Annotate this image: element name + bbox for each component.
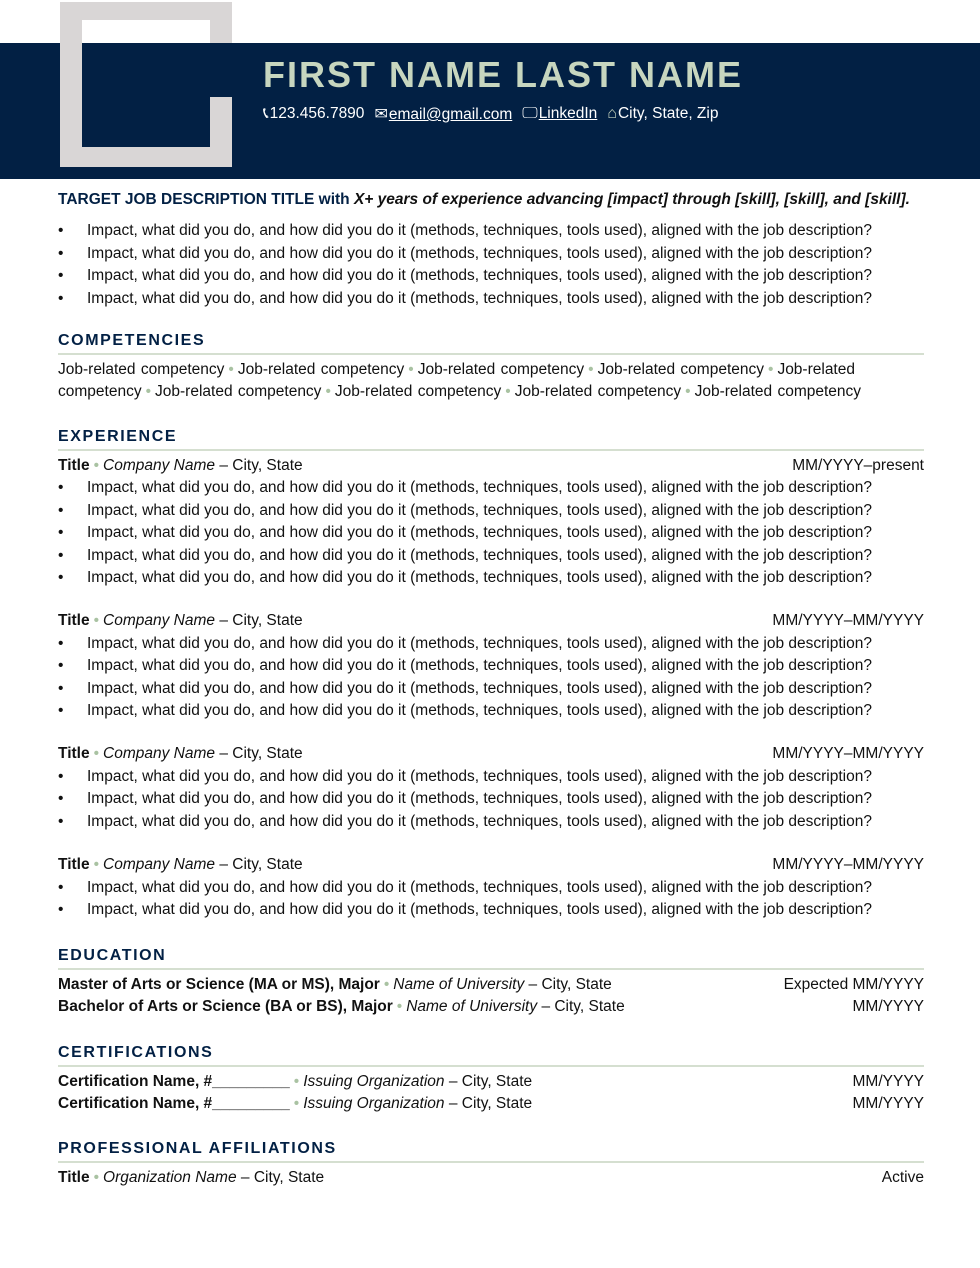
bullet-item: • Impact, what did you do, and how did you do it (methods, techniques, tools used), aligned with the job description? [58, 877, 924, 899]
competency: Job-related competency [597, 361, 764, 378]
affiliation-title: Title [58, 1169, 90, 1186]
competency: Job-related competency [237, 361, 405, 378]
bullet-separator: • [685, 383, 691, 401]
phone-icon: 📞︎ [263, 105, 269, 122]
section-heading: EDUCATION [58, 946, 924, 970]
bullet-separator: • [396, 998, 403, 1016]
school: Name of University [406, 998, 538, 1016]
job-entry [58, 455, 924, 589]
entry-row [58, 743, 924, 765]
competency: Job-related competency [155, 383, 322, 401]
job-entry [58, 854, 924, 921]
entry-left [58, 743, 303, 765]
entry-row [58, 1071, 924, 1093]
competency-list [58, 359, 924, 404]
cert-org: Issuing Organization [303, 1073, 445, 1090]
job-dates: MM/YYYY–MM/YYYY [772, 612, 924, 630]
bullet-separator: • [768, 361, 774, 378]
competency: Job-related competency [694, 383, 862, 401]
section-heading: CERTIFICATIONS [58, 1043, 924, 1067]
bullet-separator: • [505, 383, 511, 401]
bullet-separator: • [383, 976, 390, 993]
bullet-item: • Impact, what did you do, and how did you do it (methods, techniques, tools used), aligned with the job description? [58, 788, 924, 810]
bullet-item: • Impact, what did you do, and how did you do it (methods, techniques, tools used), aligned with the job description? [58, 522, 924, 544]
home-icon: ⌂ [607, 105, 617, 122]
bullet-separator: • [408, 361, 414, 378]
bullet-separator: • [325, 383, 331, 401]
job-bullets [58, 633, 924, 723]
contact-info [263, 104, 718, 124]
bullet-item: • Impact, what did you do, and how did you do it (methods, techniques, tools used), aligned with the job description? [58, 545, 924, 567]
section-heading: PROFESSIONAL AFFILIATIONS [58, 1139, 924, 1163]
entry-row [58, 1093, 924, 1115]
job-title: Title [58, 745, 90, 763]
bullet-separator: • [145, 383, 152, 401]
bullet-item: • Impact, what did you do, and how did you do it (methods, techniques, tools used), aligned with the job description? [58, 899, 924, 921]
bullet-item: • Impact, what did you do, and how did you do it (methods, techniques, tools used), aligned with the job description? [58, 633, 924, 655]
job-entry [58, 743, 924, 833]
bullet-separator: • [93, 856, 100, 874]
entry-left [58, 1071, 532, 1093]
tagline: X+ years of experience advancing [impact] through [skill], [skill], and [skill]. [353, 191, 910, 208]
entry-row [58, 854, 924, 876]
job-title: Title [58, 612, 90, 630]
job-location: – City, State [219, 745, 303, 763]
competency: Job-related competency [514, 383, 682, 401]
bullet-item: • Impact, what did you do, and how did you do it (methods, techniques, tools used), aligned with the job description? [58, 700, 924, 722]
bullet-separator: • [293, 1095, 300, 1113]
candidate-name: FIRST NAME LAST NAME [263, 54, 743, 95]
section-heading: EXPERIENCE [58, 427, 924, 451]
monitor-icon: 🖵︎ [522, 105, 538, 122]
job-dates: MM/YYYY–MM/YYYY [772, 856, 924, 874]
entry-row [58, 996, 924, 1018]
summary [58, 189, 924, 310]
email-link[interactable]: email@gmail.com [388, 106, 513, 123]
organization-name: Organization Name [103, 1169, 237, 1186]
cert-name: Certification Name, #_________ [58, 1073, 290, 1090]
cert-name: Certification Name, #_________ [58, 1095, 290, 1113]
company-name: Company Name [103, 745, 216, 763]
entry-left [58, 974, 612, 996]
location: City, State, Zip [617, 105, 719, 122]
bullet-separator: • [588, 361, 594, 378]
company-name: Company Name [103, 856, 216, 874]
linkedin-link[interactable]: LinkedIn [538, 105, 598, 122]
experience-section [58, 427, 924, 942]
bullet-item: • Impact, what did you do, and how did you do it (methods, techniques, tools used), aligned with the job description? [58, 655, 924, 677]
entry-left [58, 610, 303, 632]
competency: Job-related competency [417, 361, 585, 378]
edu-date: MM/YYYY [852, 998, 924, 1016]
bullet-item: • Impact, what did you do, and how did you do it (methods, techniques, tools used), aligned with the job description? [58, 766, 924, 788]
cert-date: MM/YYYY [852, 1073, 924, 1090]
job-bullets [58, 766, 924, 833]
bullet-separator: • [93, 1169, 100, 1186]
bullet-item: • Impact, what did you do, and how did you do it (methods, techniques, tools used), aligned with the job description? [58, 678, 924, 700]
school-location: – City, State [528, 976, 612, 993]
cert-location: – City, State [448, 1073, 533, 1090]
org-location: – City, State [240, 1169, 325, 1186]
bullet-item: • Impact, what did you do, and how did you do it (methods, techniques, tools used), aligned with the job description? [58, 500, 924, 522]
bullet-separator: • [93, 612, 100, 630]
company-name: Company Name [103, 612, 216, 630]
entry-left [58, 854, 303, 876]
competencies-section [58, 331, 924, 404]
job-dates: MM/YYYY–present [792, 457, 924, 474]
bullet-item: • Impact, what did you do, and how did you do it (methods, techniques, tools used), aligned with the job description? [58, 243, 924, 265]
bullet-item: • Impact, what did you do, and how did you do it (methods, techniques, tools used), aligned with the job description? [58, 477, 924, 499]
school: Name of University [393, 976, 525, 993]
bullet-item: • Impact, what did you do, and how did you do it (methods, techniques, tools used), aligned with the job description? [58, 288, 924, 310]
edu-date: Expected MM/YYYY [783, 976, 924, 993]
job-title: Title [58, 856, 90, 874]
degree: Master of Arts or Science (MA or MS), Major [58, 976, 380, 993]
job-entry [58, 610, 924, 722]
certifications-section [58, 1043, 924, 1116]
entry-row [58, 455, 924, 477]
competency: Job-related competency [58, 361, 225, 378]
entry-row [58, 610, 924, 632]
competency: Job-related competency [58, 361, 855, 401]
job-location: – City, State [219, 856, 303, 874]
job-bullets [58, 877, 924, 922]
competency: Job-related competency [334, 383, 502, 401]
degree: Bachelor of Arts or Science (BA or BS), Major [58, 998, 393, 1016]
entry-left [58, 996, 625, 1018]
bullet-separator: • [293, 1073, 300, 1090]
bullet-item: • Impact, what did you do, and how did you do it (methods, techniques, tools used), aligned with the job description? [58, 811, 924, 833]
school-location: – City, State [541, 998, 625, 1016]
entry-left [58, 1093, 532, 1115]
entry-left [58, 455, 303, 477]
bullet-item: • Impact, what did you do, and how did you do it (methods, techniques, tools used), aligned with the job description? [58, 265, 924, 287]
cert-org: Issuing Organization [303, 1095, 445, 1113]
cert-date: MM/YYYY [852, 1095, 924, 1113]
entry-row [58, 974, 924, 996]
bullet-separator: • [228, 361, 234, 378]
education-section [58, 946, 924, 1019]
target-title: TARGET JOB DESCRIPTION TITLE with [58, 191, 350, 208]
bullet-separator: • [93, 457, 100, 474]
job-dates: MM/YYYY–MM/YYYY [772, 745, 924, 763]
phone: 123.456.7890 [269, 105, 365, 122]
affiliations-section [58, 1139, 924, 1189]
affiliation-status: Active [881, 1169, 924, 1186]
cert-location: – City, State [448, 1095, 533, 1113]
envelope-icon: ✉ [374, 106, 388, 123]
section-heading: COMPETENCIES [58, 331, 924, 355]
job-location: – City, State [219, 457, 303, 474]
bullet-item: • Impact, what did you do, and how did you do it (methods, techniques, tools used), aligned with the job description? [58, 567, 924, 589]
entry-row [58, 1167, 924, 1189]
job-location: – City, State [219, 612, 303, 630]
bullet-separator: • [93, 745, 100, 763]
bullet-item: • Impact, what did you do, and how did you do it (methods, techniques, tools used), aligned with the job description? [58, 220, 924, 242]
entry-left [58, 1167, 324, 1189]
job-bullets [58, 477, 924, 589]
job-title: Title [58, 457, 90, 474]
company-name: Company Name [103, 457, 216, 474]
